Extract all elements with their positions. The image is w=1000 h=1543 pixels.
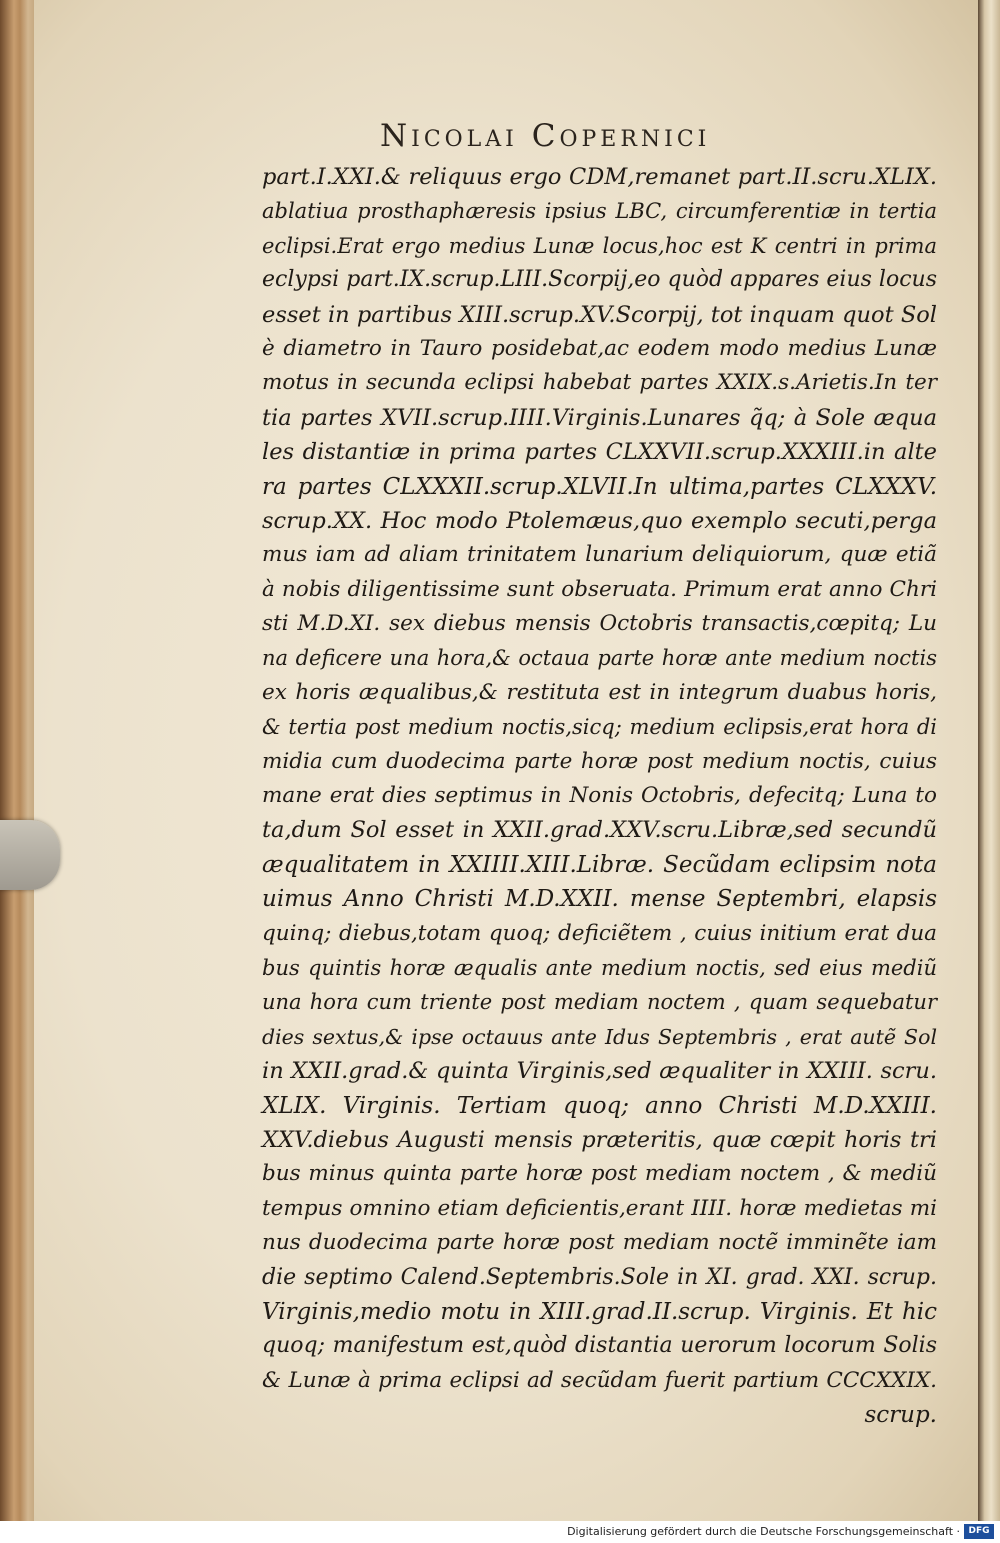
text-line: eclipsi.Erat ergo medius Lunæ locus,hoc est K centri in prima	[262, 233, 937, 258]
text-line: na deficere una hora,& octaua parte horæ ante medium noctis	[262, 646, 937, 671]
text-line: XLIX. Virginis. Tertiam quoq; anno Christi M.D.XXIII.	[262, 1092, 937, 1119]
text-line: esset in partibus XIII.scrup.XV.Scorpij, tot inquam quot Sol	[262, 301, 937, 328]
body-text	[262, 160, 937, 1432]
text-line: ex horis æqualibus,& restituta est in integrum duabus horis,	[262, 679, 937, 705]
text-line: mus iam ad aliam trinitatem lunarium deliquiorum, quæ etiã	[262, 542, 937, 568]
page-clip	[0, 820, 60, 890]
text-line: eclypsi part.IX.scrup.LIII.Scorpij,eo quòd appares eius locus	[262, 267, 937, 293]
text-line: les distantiæ in prima partes CLXXVII.scrup.XXXIII.in alte	[262, 439, 937, 466]
text-line: ra partes CLXXXII.scrup.XLVII.In ultima,partes CLXXXV.	[262, 473, 937, 500]
text-line: ablatiua prosthaphæresis ipsius LBC, circumferentiæ in tertia	[262, 199, 937, 224]
dfg-logo: DFG	[964, 1524, 994, 1539]
text-line: uimus Anno Christi M.D.XXII. mense Septembri, elapsis	[262, 886, 937, 913]
text-line: & tertia post medium noctis,sicq; medium eclipsis,erat hora di	[262, 715, 937, 740]
text-line: & Lunæ à prima eclipsi ad secũdam fuerit partium CCCXXIX.	[262, 1367, 937, 1393]
text-line: sti M.D.XI. sex diebus mensis Octobris transactis,cœpitq; Lu	[262, 611, 937, 637]
text-line: è diametro in Tauro posidebat,ac eodem modo medius Lunæ	[262, 335, 937, 361]
text-line: nus duodecima parte horæ post mediam noctẽ imminẽte iam	[262, 1230, 937, 1256]
text-line: die septimo Calend.Septembris.Sole in XI. grad. XXI. scrup.	[262, 1264, 937, 1290]
text-line: bus minus quinta parte horæ post mediam noctem , & mediũ	[262, 1161, 937, 1187]
text-line: in XXII.grad.& quinta Virginis,sed æqualiter in XXIII. scru.	[262, 1058, 937, 1085]
text-line: mane erat dies septimus in Nonis Octobris, defecitq; Luna to	[262, 783, 937, 809]
footer-bar	[0, 1521, 1000, 1543]
text-line: tia partes XVII.scrup.IIII.Virginis.Lunares q̃q; à Sole æqua	[262, 404, 937, 431]
text-line: ta,dum Sol esset in XXII.grad.XXV.scru.Libræ,sed secundũ	[262, 817, 937, 844]
text-line: una hora cum triente post mediam noctem , quam sequebatur	[262, 990, 937, 1015]
text-line: part.I.XXI.& reliquus ergo CDM,remanet part.II.scru.XLIX.	[262, 164, 937, 190]
text-line: quinq; diebus,totam quoq; deficiẽtem , cuius initium erat dua	[262, 920, 937, 946]
running-header: Nicolai Copernici	[380, 118, 711, 154]
text-line: bus quintis horæ æqualis ante medium noctis, sed eius mediũ	[262, 955, 937, 980]
text-line: XXV.diebus Augusti mensis præteritis, quæ cœpit horis tri	[262, 1126, 937, 1153]
footer-credit: Digitalisierung gefördert durch die Deutsche Forschungsgemeinschaft ·	[567, 1525, 960, 1538]
text-line: Virginis,medio motu in XIII.grad.II.scrup. Virginis. Et hic	[262, 1298, 937, 1325]
text-line: scrup.	[864, 1402, 937, 1429]
text-line: midia cum duodecima parte horæ post medium noctis, cuius	[262, 748, 937, 774]
text-line: tempus omnino etiam deficientis,erant IIII. horæ medietas mi	[262, 1195, 937, 1221]
text-line: à nobis diligentissime sunt obseruata. Primum erat anno Chri	[262, 576, 937, 602]
text-line: æqualitatem in XXIIII.XIII.Libræ. Secũdam eclipsim nota	[262, 851, 937, 878]
text-line: dies sextus,& ipse octauus ante Idus Septembris , erat autẽ Sol	[262, 1024, 937, 1049]
text-line: scrup.XX. Hoc modo Ptolemæus,quo exemplo secuti,perga	[262, 507, 937, 534]
text-line: quoq; manifestum est,quòd distantia uerorum locorum Solis	[262, 1333, 937, 1359]
text-line: motus in secunda eclipsi habebat partes XXIX.s.Arietis.In ter	[262, 370, 937, 396]
facing-page-edge	[978, 0, 1000, 1521]
